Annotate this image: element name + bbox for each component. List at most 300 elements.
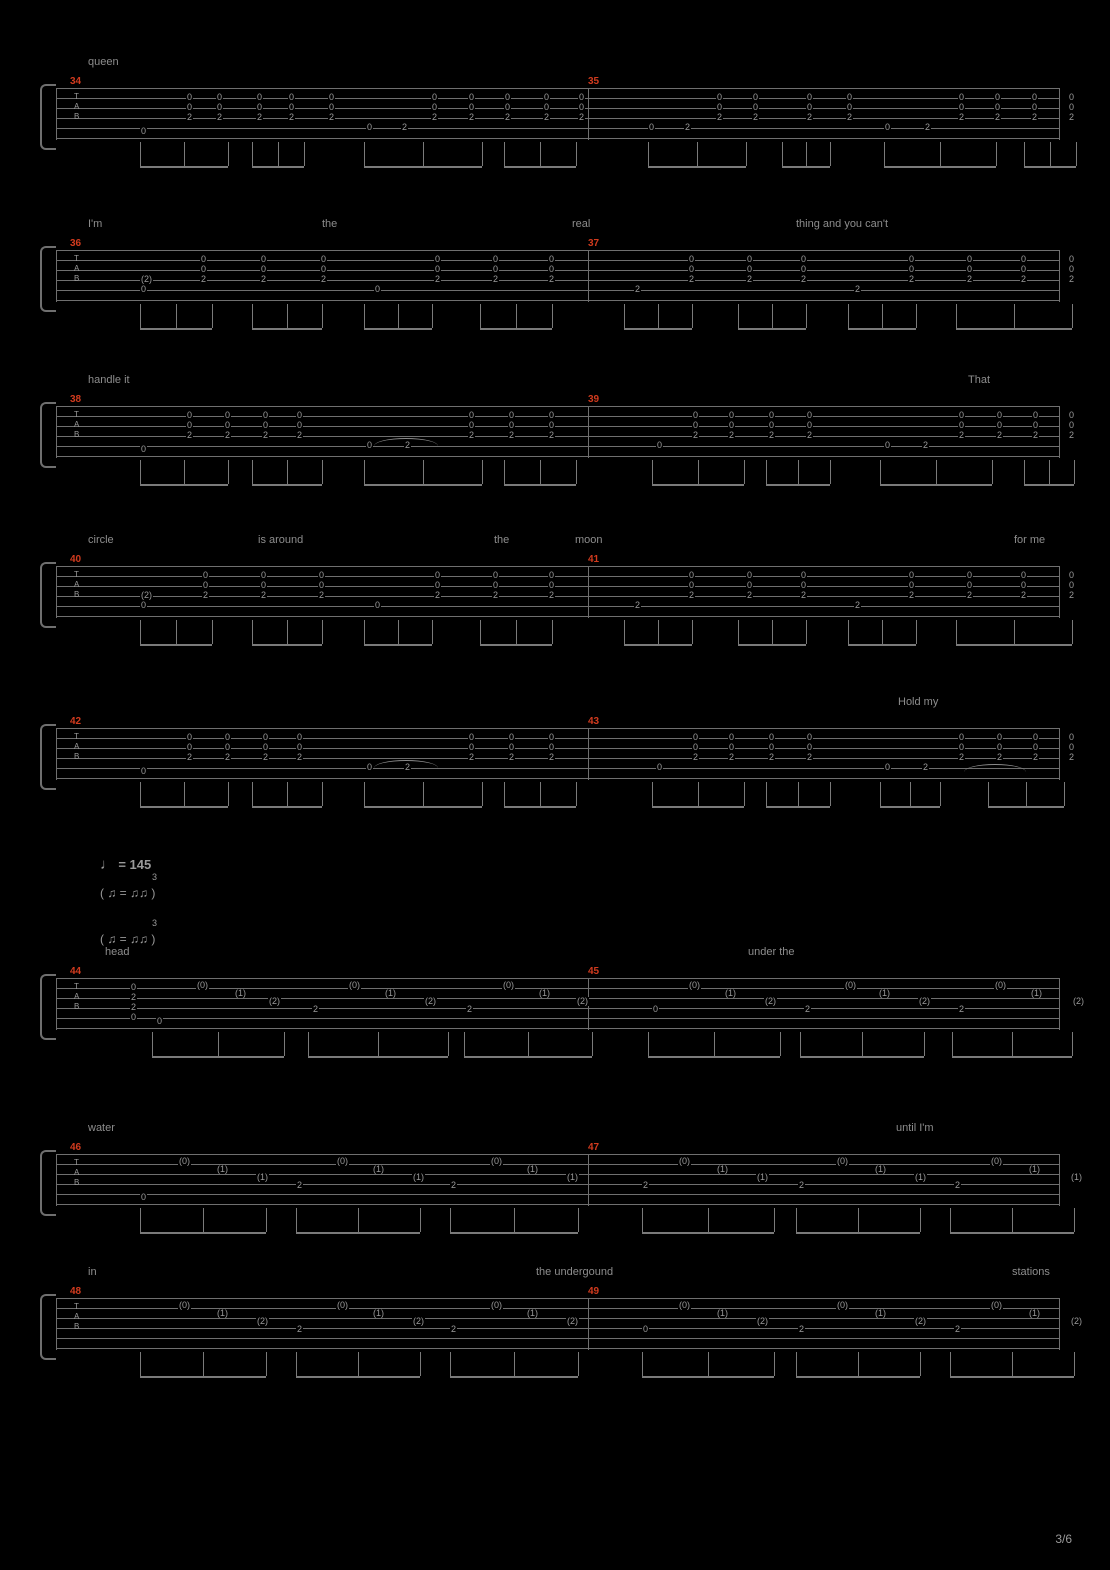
stave-line bbox=[56, 1194, 1060, 1195]
note-stem bbox=[1012, 1032, 1013, 1056]
fret-number: 2 bbox=[289, 112, 295, 122]
fret-number: 2 bbox=[549, 752, 555, 762]
system-4 bbox=[40, 554, 1075, 636]
beam bbox=[624, 328, 692, 330]
beam bbox=[450, 1232, 578, 1234]
stave-line bbox=[56, 138, 1060, 139]
fret-number: 2 bbox=[923, 762, 929, 772]
fret-number: 0 bbox=[187, 102, 193, 112]
measure-number: 41 bbox=[588, 554, 600, 565]
note-stem bbox=[774, 1352, 775, 1376]
note-stem bbox=[576, 782, 577, 806]
fret-number: (0) bbox=[491, 1156, 502, 1166]
fret-number: (0) bbox=[679, 1156, 690, 1166]
fret-number: 2 bbox=[729, 752, 735, 762]
note-stem bbox=[450, 1352, 451, 1376]
fret-number: 0 bbox=[801, 580, 807, 590]
fret-number: 2 bbox=[689, 590, 695, 600]
fret-number: 0 bbox=[657, 762, 663, 772]
fret-number: 0 bbox=[807, 742, 813, 752]
fret-number: 0 bbox=[747, 264, 753, 274]
fret-number: 0 bbox=[549, 732, 555, 742]
system-brace bbox=[40, 84, 56, 150]
stave-line bbox=[56, 1184, 1060, 1185]
fret-number: 2 bbox=[1069, 430, 1075, 440]
fret-number: 0 bbox=[649, 122, 655, 132]
stave-line bbox=[56, 1174, 1060, 1175]
note-stem bbox=[882, 620, 883, 644]
fret-number: 0 bbox=[995, 102, 1001, 112]
fret-number: 2 bbox=[257, 112, 263, 122]
note-stem bbox=[176, 620, 177, 644]
note-stem bbox=[552, 304, 553, 328]
fret-number: 0 bbox=[257, 102, 263, 112]
fret-number: 0 bbox=[509, 742, 515, 752]
fret-number: 2 bbox=[329, 112, 335, 122]
lyric-word: until I'm bbox=[896, 1122, 934, 1134]
fret-number: 0 bbox=[261, 264, 267, 274]
note-stem bbox=[378, 1032, 379, 1056]
note-stem bbox=[848, 304, 849, 328]
note-stem bbox=[504, 142, 505, 166]
note-stem bbox=[514, 1352, 515, 1376]
system-5 bbox=[40, 716, 1075, 798]
beam bbox=[950, 1232, 1074, 1234]
fret-number: 0 bbox=[549, 742, 555, 752]
note-stem bbox=[950, 1352, 951, 1376]
note-stem bbox=[1014, 304, 1015, 328]
fret-number: 0 bbox=[689, 264, 695, 274]
fret-number: 0 bbox=[469, 742, 475, 752]
fret-number: (1) bbox=[717, 1308, 728, 1318]
slur-arc bbox=[374, 760, 438, 768]
system-brace bbox=[40, 724, 56, 790]
fret-number: 0 bbox=[885, 122, 891, 132]
lyric-word: the undergound bbox=[536, 1266, 614, 1278]
note-stem bbox=[708, 1208, 709, 1232]
fret-number: 0 bbox=[157, 1016, 163, 1026]
fret-number: 0 bbox=[187, 410, 193, 420]
lyric-word: real bbox=[572, 218, 591, 230]
beam bbox=[880, 484, 992, 486]
fret-number: 0 bbox=[263, 420, 269, 430]
fret-number: 0 bbox=[693, 410, 699, 420]
fret-number: 0 bbox=[544, 102, 550, 112]
fret-number: (1) bbox=[725, 988, 736, 998]
fret-number: 0 bbox=[187, 732, 193, 742]
fret-number: 0 bbox=[1069, 410, 1075, 420]
note-stem bbox=[540, 460, 541, 484]
fret-number: 2 bbox=[321, 274, 327, 284]
stave-line bbox=[56, 728, 1060, 729]
fret-number: 0 bbox=[367, 762, 373, 772]
fret-number: 0 bbox=[997, 410, 1003, 420]
note-stem bbox=[398, 620, 399, 644]
fret-number: 2 bbox=[995, 112, 1001, 122]
fret-number: 2 bbox=[1069, 274, 1075, 284]
fret-number: 2 bbox=[855, 284, 861, 294]
fret-number: 2 bbox=[297, 1324, 303, 1334]
measure-number: 48 bbox=[70, 1286, 82, 1297]
fret-number: 0 bbox=[959, 92, 965, 102]
fret-number: (1) bbox=[217, 1308, 228, 1318]
tab-clef bbox=[74, 86, 79, 122]
beam bbox=[796, 1232, 920, 1234]
note-stem bbox=[514, 1208, 515, 1232]
fret-number: 0 bbox=[131, 982, 137, 992]
stave-line bbox=[56, 88, 1060, 89]
bar-line-end bbox=[1059, 1154, 1060, 1206]
lyric-word: thing and you can't bbox=[796, 218, 889, 230]
fret-number: 0 bbox=[729, 732, 735, 742]
fret-number: 0 bbox=[261, 570, 267, 580]
clef-letter-a: A bbox=[74, 1168, 80, 1177]
tab-stave bbox=[56, 566, 1075, 618]
fret-number: 0 bbox=[203, 580, 209, 590]
fret-number: 0 bbox=[747, 580, 753, 590]
lyric-word: water bbox=[88, 1122, 115, 1134]
note-stem bbox=[936, 460, 937, 484]
note-stem bbox=[916, 620, 917, 644]
fret-number: (2) bbox=[919, 996, 930, 1006]
fret-number: 0 bbox=[469, 92, 475, 102]
fret-number: (1) bbox=[1031, 988, 1042, 998]
beam bbox=[848, 644, 916, 646]
note-stem bbox=[744, 782, 745, 806]
fret-number: (1) bbox=[717, 1164, 728, 1174]
note-stem bbox=[212, 304, 213, 328]
note-stem bbox=[698, 782, 699, 806]
fret-number: 0 bbox=[493, 254, 499, 264]
note-stem bbox=[364, 460, 365, 484]
fret-number: (0) bbox=[349, 980, 360, 990]
fret-number: 0 bbox=[1069, 570, 1075, 580]
system-brace bbox=[40, 1294, 56, 1360]
fret-number: 0 bbox=[807, 420, 813, 430]
fret-number: 2 bbox=[261, 590, 267, 600]
note-stem bbox=[287, 620, 288, 644]
note-stem bbox=[916, 304, 917, 328]
bar-line-start bbox=[56, 1298, 57, 1350]
fret-number: 0 bbox=[141, 126, 147, 136]
note-stem bbox=[1072, 304, 1073, 328]
note-stem bbox=[952, 1032, 953, 1056]
fret-number: 0 bbox=[201, 264, 207, 274]
note-stem bbox=[528, 1032, 529, 1056]
fret-number: 2 bbox=[405, 762, 411, 772]
fret-number: 0 bbox=[801, 254, 807, 264]
note-stem bbox=[744, 460, 745, 484]
note-stem bbox=[228, 782, 229, 806]
note-stem bbox=[648, 142, 649, 166]
note-stem bbox=[1024, 460, 1025, 484]
fret-number: 2 bbox=[769, 752, 775, 762]
note-stem bbox=[996, 142, 997, 166]
stave-line bbox=[56, 250, 1060, 251]
note-stem bbox=[212, 620, 213, 644]
stave-line bbox=[56, 436, 1060, 437]
note-stem bbox=[692, 620, 693, 644]
beam bbox=[504, 484, 576, 486]
stave-line bbox=[56, 778, 1060, 779]
tab-clef bbox=[74, 248, 79, 284]
fret-number: 0 bbox=[729, 742, 735, 752]
fret-number: 0 bbox=[1069, 580, 1075, 590]
note-stem bbox=[504, 460, 505, 484]
stave-line bbox=[56, 426, 1060, 427]
fret-number: 0 bbox=[141, 600, 147, 610]
fret-number: 2 bbox=[203, 590, 209, 600]
beam bbox=[796, 1376, 920, 1378]
fret-number: (1) bbox=[217, 1164, 228, 1174]
clef-letter-b: B bbox=[74, 112, 80, 121]
lyric-line-5 bbox=[0, 696, 1110, 712]
fret-number: 0 bbox=[967, 264, 973, 274]
note-stem bbox=[252, 782, 253, 806]
note-stem bbox=[540, 782, 541, 806]
fret-number: 0 bbox=[509, 732, 515, 742]
note-stem bbox=[956, 620, 957, 644]
note-stem bbox=[322, 460, 323, 484]
beam bbox=[988, 806, 1064, 808]
stave-line bbox=[56, 1318, 1060, 1319]
note-stem bbox=[708, 1352, 709, 1376]
lyric-word: the bbox=[494, 534, 510, 546]
fret-number: 0 bbox=[717, 102, 723, 112]
bar-line-middle bbox=[588, 250, 589, 302]
fret-number: 0 bbox=[959, 102, 965, 112]
fret-number: 0 bbox=[321, 264, 327, 274]
fret-number: (1) bbox=[373, 1308, 384, 1318]
clef-letter-t: T bbox=[74, 410, 79, 419]
fret-number: 2 bbox=[955, 1324, 961, 1334]
system-2 bbox=[40, 238, 1075, 320]
tab-stave bbox=[56, 406, 1075, 458]
fret-number: 0 bbox=[289, 92, 295, 102]
note-stem bbox=[658, 620, 659, 644]
fret-number: 2 bbox=[402, 122, 408, 132]
fret-number: 2 bbox=[217, 112, 223, 122]
fret-number: (0) bbox=[679, 1300, 690, 1310]
beam bbox=[1024, 166, 1076, 168]
clef-letter-b: B bbox=[74, 274, 80, 283]
fret-number: 0 bbox=[131, 1012, 137, 1022]
lyric-line-6 bbox=[0, 946, 1110, 962]
note-stem bbox=[910, 782, 911, 806]
bar-line-start bbox=[56, 978, 57, 1030]
note-stem bbox=[480, 620, 481, 644]
note-stem bbox=[658, 304, 659, 328]
fret-number: 2 bbox=[959, 112, 965, 122]
note-stem bbox=[830, 782, 831, 806]
stave-line bbox=[56, 1338, 1060, 1339]
fret-number: 0 bbox=[469, 732, 475, 742]
fret-number: 0 bbox=[367, 122, 373, 132]
fret-number: 2 bbox=[187, 752, 193, 762]
bar-line-middle bbox=[588, 406, 589, 458]
note-stem bbox=[296, 1208, 297, 1232]
fret-number: 0 bbox=[769, 420, 775, 430]
note-stem bbox=[774, 1208, 775, 1232]
fret-number: 2 bbox=[225, 752, 231, 762]
note-stem bbox=[692, 304, 693, 328]
fret-number: 0 bbox=[1033, 732, 1039, 742]
fret-number: 0 bbox=[1069, 420, 1075, 430]
bar-line-end bbox=[1059, 978, 1060, 1030]
note-stem bbox=[203, 1352, 204, 1376]
note-stem bbox=[780, 1032, 781, 1056]
note-stem bbox=[766, 782, 767, 806]
fret-number: 2 bbox=[1033, 752, 1039, 762]
fret-number: 0 bbox=[297, 732, 303, 742]
fret-number: 0 bbox=[432, 102, 438, 112]
clef-letter-t: T bbox=[74, 732, 79, 741]
fret-number: 0 bbox=[693, 742, 699, 752]
bar-line-end bbox=[1059, 1298, 1060, 1350]
fret-number: 0 bbox=[1069, 732, 1075, 742]
fret-number: 2 bbox=[807, 430, 813, 440]
note-stem bbox=[642, 1208, 643, 1232]
tab-stave bbox=[56, 250, 1075, 302]
fret-number: 0 bbox=[203, 570, 209, 580]
fret-number: 0 bbox=[493, 570, 499, 580]
fret-number: 0 bbox=[769, 732, 775, 742]
note-stem bbox=[1024, 142, 1025, 166]
fret-number: (0) bbox=[503, 980, 514, 990]
fret-number: 0 bbox=[375, 600, 381, 610]
fret-number: (2) bbox=[413, 1316, 424, 1326]
system-8 bbox=[40, 1286, 1082, 1368]
fret-number: 2 bbox=[909, 274, 915, 284]
measure-number: 46 bbox=[70, 1142, 82, 1153]
note-stem bbox=[698, 460, 699, 484]
fret-number: 2 bbox=[689, 274, 695, 284]
beam bbox=[364, 806, 482, 808]
tab-stave bbox=[56, 728, 1075, 780]
lyric-word: for me bbox=[1014, 534, 1046, 546]
fret-number: 0 bbox=[1021, 264, 1027, 274]
note-stem bbox=[920, 1352, 921, 1376]
note-stem bbox=[420, 1208, 421, 1232]
tab-stave bbox=[56, 1298, 1082, 1350]
lyric-word: I'm bbox=[88, 218, 103, 230]
fret-number: 0 bbox=[959, 420, 965, 430]
note-stem bbox=[448, 1032, 449, 1056]
fret-number: 2 bbox=[909, 590, 915, 600]
beam bbox=[140, 1232, 266, 1234]
note-stem bbox=[140, 142, 141, 166]
note-stem bbox=[576, 460, 577, 484]
fret-number: (0) bbox=[179, 1300, 190, 1310]
note-stem bbox=[420, 1352, 421, 1376]
fret-number: 2 bbox=[693, 430, 699, 440]
note-stem bbox=[308, 1032, 309, 1056]
note-stem bbox=[880, 460, 881, 484]
note-stem bbox=[278, 142, 279, 166]
stave-line bbox=[56, 998, 1060, 999]
fret-number: 2 bbox=[493, 590, 499, 600]
fret-number: (2) bbox=[425, 996, 436, 1006]
fret-number: (0) bbox=[845, 980, 856, 990]
fret-number: 0 bbox=[909, 570, 915, 580]
fret-number: 2 bbox=[967, 590, 973, 600]
fret-number: 0 bbox=[329, 92, 335, 102]
fret-number: 0 bbox=[321, 254, 327, 264]
note-stem bbox=[398, 304, 399, 328]
fret-number: 0 bbox=[263, 410, 269, 420]
system-6 bbox=[40, 966, 1084, 1048]
note-stem bbox=[806, 620, 807, 644]
triplet-number: 3 bbox=[152, 872, 158, 882]
fret-number: 0 bbox=[297, 742, 303, 752]
note-stem bbox=[798, 460, 799, 484]
fret-number: (0) bbox=[837, 1300, 848, 1310]
bar-line-end bbox=[1059, 250, 1060, 302]
beam bbox=[648, 166, 746, 168]
fret-number: (1) bbox=[1029, 1308, 1040, 1318]
fret-number: 0 bbox=[549, 580, 555, 590]
fret-number: 0 bbox=[801, 264, 807, 274]
beam bbox=[252, 484, 322, 486]
measure-number: 42 bbox=[70, 716, 82, 727]
stave-line bbox=[56, 1018, 1060, 1019]
note-stem bbox=[624, 304, 625, 328]
note-stem bbox=[652, 782, 653, 806]
note-stem bbox=[796, 1352, 797, 1376]
fret-number: 0 bbox=[225, 742, 231, 752]
beam bbox=[624, 644, 692, 646]
clef-letter-a: A bbox=[74, 742, 80, 751]
fret-number: (1) bbox=[879, 988, 890, 998]
fret-number: 0 bbox=[885, 762, 891, 772]
fret-number: 0 bbox=[263, 732, 269, 742]
note-stem bbox=[1072, 1032, 1073, 1056]
clef-letter-t: T bbox=[74, 92, 79, 101]
fret-number: 0 bbox=[549, 264, 555, 274]
system-3 bbox=[40, 394, 1075, 476]
note-stem bbox=[782, 142, 783, 166]
bar-line-start bbox=[56, 728, 57, 780]
tab-clef bbox=[74, 726, 79, 762]
bar-line-middle bbox=[588, 728, 589, 780]
fret-number: (2) bbox=[577, 996, 588, 1006]
bar-line-start bbox=[56, 566, 57, 618]
fret-number: 0 bbox=[435, 264, 441, 274]
note-stem bbox=[287, 782, 288, 806]
note-stem bbox=[806, 304, 807, 328]
measure-number: 43 bbox=[588, 716, 600, 727]
fret-number: 0 bbox=[807, 92, 813, 102]
lyric-line-4 bbox=[0, 534, 1110, 550]
system-7 bbox=[40, 1142, 1082, 1224]
fret-number: 0 bbox=[657, 440, 663, 450]
beam bbox=[738, 644, 806, 646]
fret-number: (2) bbox=[915, 1316, 926, 1326]
bar-line-start bbox=[56, 250, 57, 302]
fret-number: 2 bbox=[131, 992, 137, 1002]
fret-number: 0 bbox=[689, 254, 695, 264]
fret-number: 2 bbox=[847, 112, 853, 122]
note-stem bbox=[766, 460, 767, 484]
system-brace bbox=[40, 974, 56, 1040]
fret-number: 0 bbox=[141, 284, 147, 294]
fret-number: (1) bbox=[413, 1172, 424, 1182]
clef-letter-t: T bbox=[74, 1158, 79, 1167]
lyric-word: the bbox=[322, 218, 338, 230]
note-stem bbox=[364, 142, 365, 166]
fret-number: 0 bbox=[509, 410, 515, 420]
fret-number: (1) bbox=[875, 1308, 886, 1318]
